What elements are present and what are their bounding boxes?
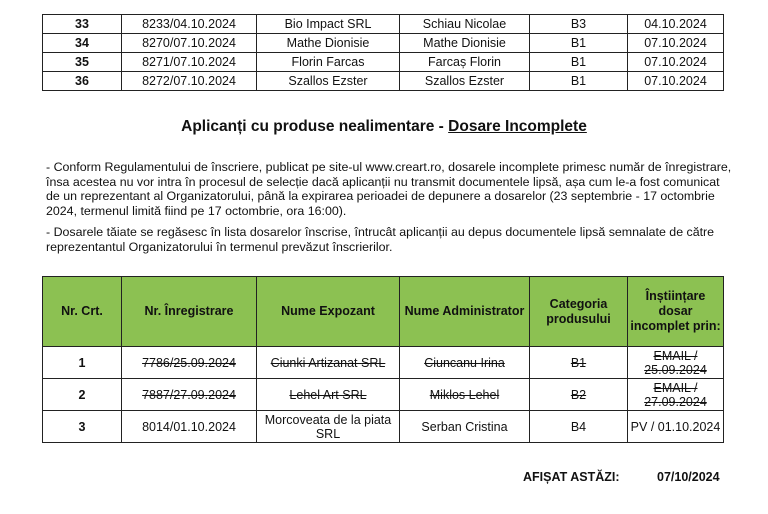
- incomplete-files-table: [42, 276, 724, 443]
- registration-cell: 8272/07.10.2024: [122, 72, 257, 91]
- posted-date: 07/10/2024: [657, 470, 720, 484]
- administrator-cell: Szallos Ezster: [400, 72, 530, 91]
- exhibitor-cell: Mathe Dionisie: [257, 34, 400, 53]
- category-cell: B1: [530, 72, 628, 91]
- rules-paragraph: - Conform Regulamentului de înscriere, publicat pe site-ul www.creart.ro, dosarele incomplete primesc număr de înregistrare, însa acestea nu vor intra în procesul de selecție dacă aplicanții nu transmit documentele lipsă, așa cum le-a fost comunicat de un reprezentant al Organizatorului, până la expirarea perioadei de depunere a dosarelor (23 septembrie - 17 octombrie 2024, termenul limită fiind pe 17 octombrie, ora 16:00).: [46, 160, 732, 218]
- nr-cell: 34: [43, 34, 122, 53]
- nr-cell: 2: [43, 379, 122, 411]
- nr-cell: 33: [43, 15, 122, 34]
- exhibitor-cell: Szallos Ezster: [257, 72, 400, 91]
- category-cell: B3: [530, 15, 628, 34]
- nr-cell: 35: [43, 53, 122, 72]
- category-cell: B4: [530, 411, 628, 443]
- header-notification: Înștiințare dosar incomplet prin:: [628, 277, 724, 347]
- category-cell: B2: [530, 379, 628, 411]
- exhibitor-cell: Florin Farcas: [257, 53, 400, 72]
- nr-cell: 1: [43, 347, 122, 379]
- notification-cell: PV / 01.10.2024: [628, 411, 724, 443]
- notification-cell: EMAIL / 27.09.2024: [628, 379, 724, 411]
- table-row: [43, 53, 724, 72]
- date-cell: 07.10.2024: [628, 72, 724, 91]
- table-row: [43, 72, 724, 91]
- table-row: [43, 15, 724, 34]
- notification-cell: EMAIL / 25.09.2024: [628, 347, 724, 379]
- administrator-cell: Farcaș Florin: [400, 53, 530, 72]
- header-category: Categoria produsului: [530, 277, 628, 347]
- exhibitor-cell: Ciunki Artizanat SRL: [257, 347, 400, 379]
- administrator-cell: Mathe Dionisie: [400, 34, 530, 53]
- exhibitor-cell: Lehel Art SRL: [257, 379, 400, 411]
- registration-cell: 8233/04.10.2024: [122, 15, 257, 34]
- administrator-cell: Ciuncanu Irina: [400, 347, 530, 379]
- category-cell: B1: [530, 53, 628, 72]
- category-cell: B1: [530, 347, 628, 379]
- section-title: [0, 118, 768, 136]
- administrator-cell: Schiau Nicolae: [400, 15, 530, 34]
- header-registration: Nr. Înregistrare: [122, 277, 257, 347]
- posted-today-label: AFIȘAT ASTĂZI:: [523, 470, 620, 484]
- exhibitor-cell: Bio Impact SRL: [257, 15, 400, 34]
- date-cell: 07.10.2024: [628, 34, 724, 53]
- registration-cell: 8014/01.10.2024: [122, 411, 257, 443]
- registration-cell: 8270/07.10.2024: [122, 34, 257, 53]
- header-exhibitor: Nume Expozant: [257, 277, 400, 347]
- header-nr-crt: Nr. Crt.: [43, 277, 122, 347]
- table-row: [43, 411, 724, 443]
- date-cell: 07.10.2024: [628, 53, 724, 72]
- table-row: [43, 34, 724, 53]
- date-cell: 04.10.2024: [628, 15, 724, 34]
- header-row: [43, 277, 724, 347]
- exhibitor-cell: Morcoveata de la piata SRL: [257, 411, 400, 443]
- header-administrator: Nume Administrator: [400, 277, 530, 347]
- nr-cell: 3: [43, 411, 122, 443]
- administrator-cell: Miklos Lehel: [400, 379, 530, 411]
- registration-cell: 7887/27.09.2024: [122, 379, 257, 411]
- registration-cell: 7786/25.09.2024: [122, 347, 257, 379]
- section-title-prefix: Aplicanți cu produse nealimentare -: [181, 118, 449, 135]
- registered-applicants-table: [42, 14, 724, 91]
- administrator-cell: Serban Cristina: [400, 411, 530, 443]
- table-row: [43, 347, 724, 379]
- nr-cell: 36: [43, 72, 122, 91]
- table-row: [43, 379, 724, 411]
- registration-cell: 8271/07.10.2024: [122, 53, 257, 72]
- category-cell: B1: [530, 34, 628, 53]
- section-title-underlined: Dosare Incomplete: [448, 118, 587, 135]
- struck-files-note: - Dosarele tăiate se regăsesc în lista dosarelor înscrise, întrucât aplicanții au depus documentele lipsă semnalate de către reprezentantul Organizatorului în termenul prevăzut înscrierilor.: [46, 225, 715, 254]
